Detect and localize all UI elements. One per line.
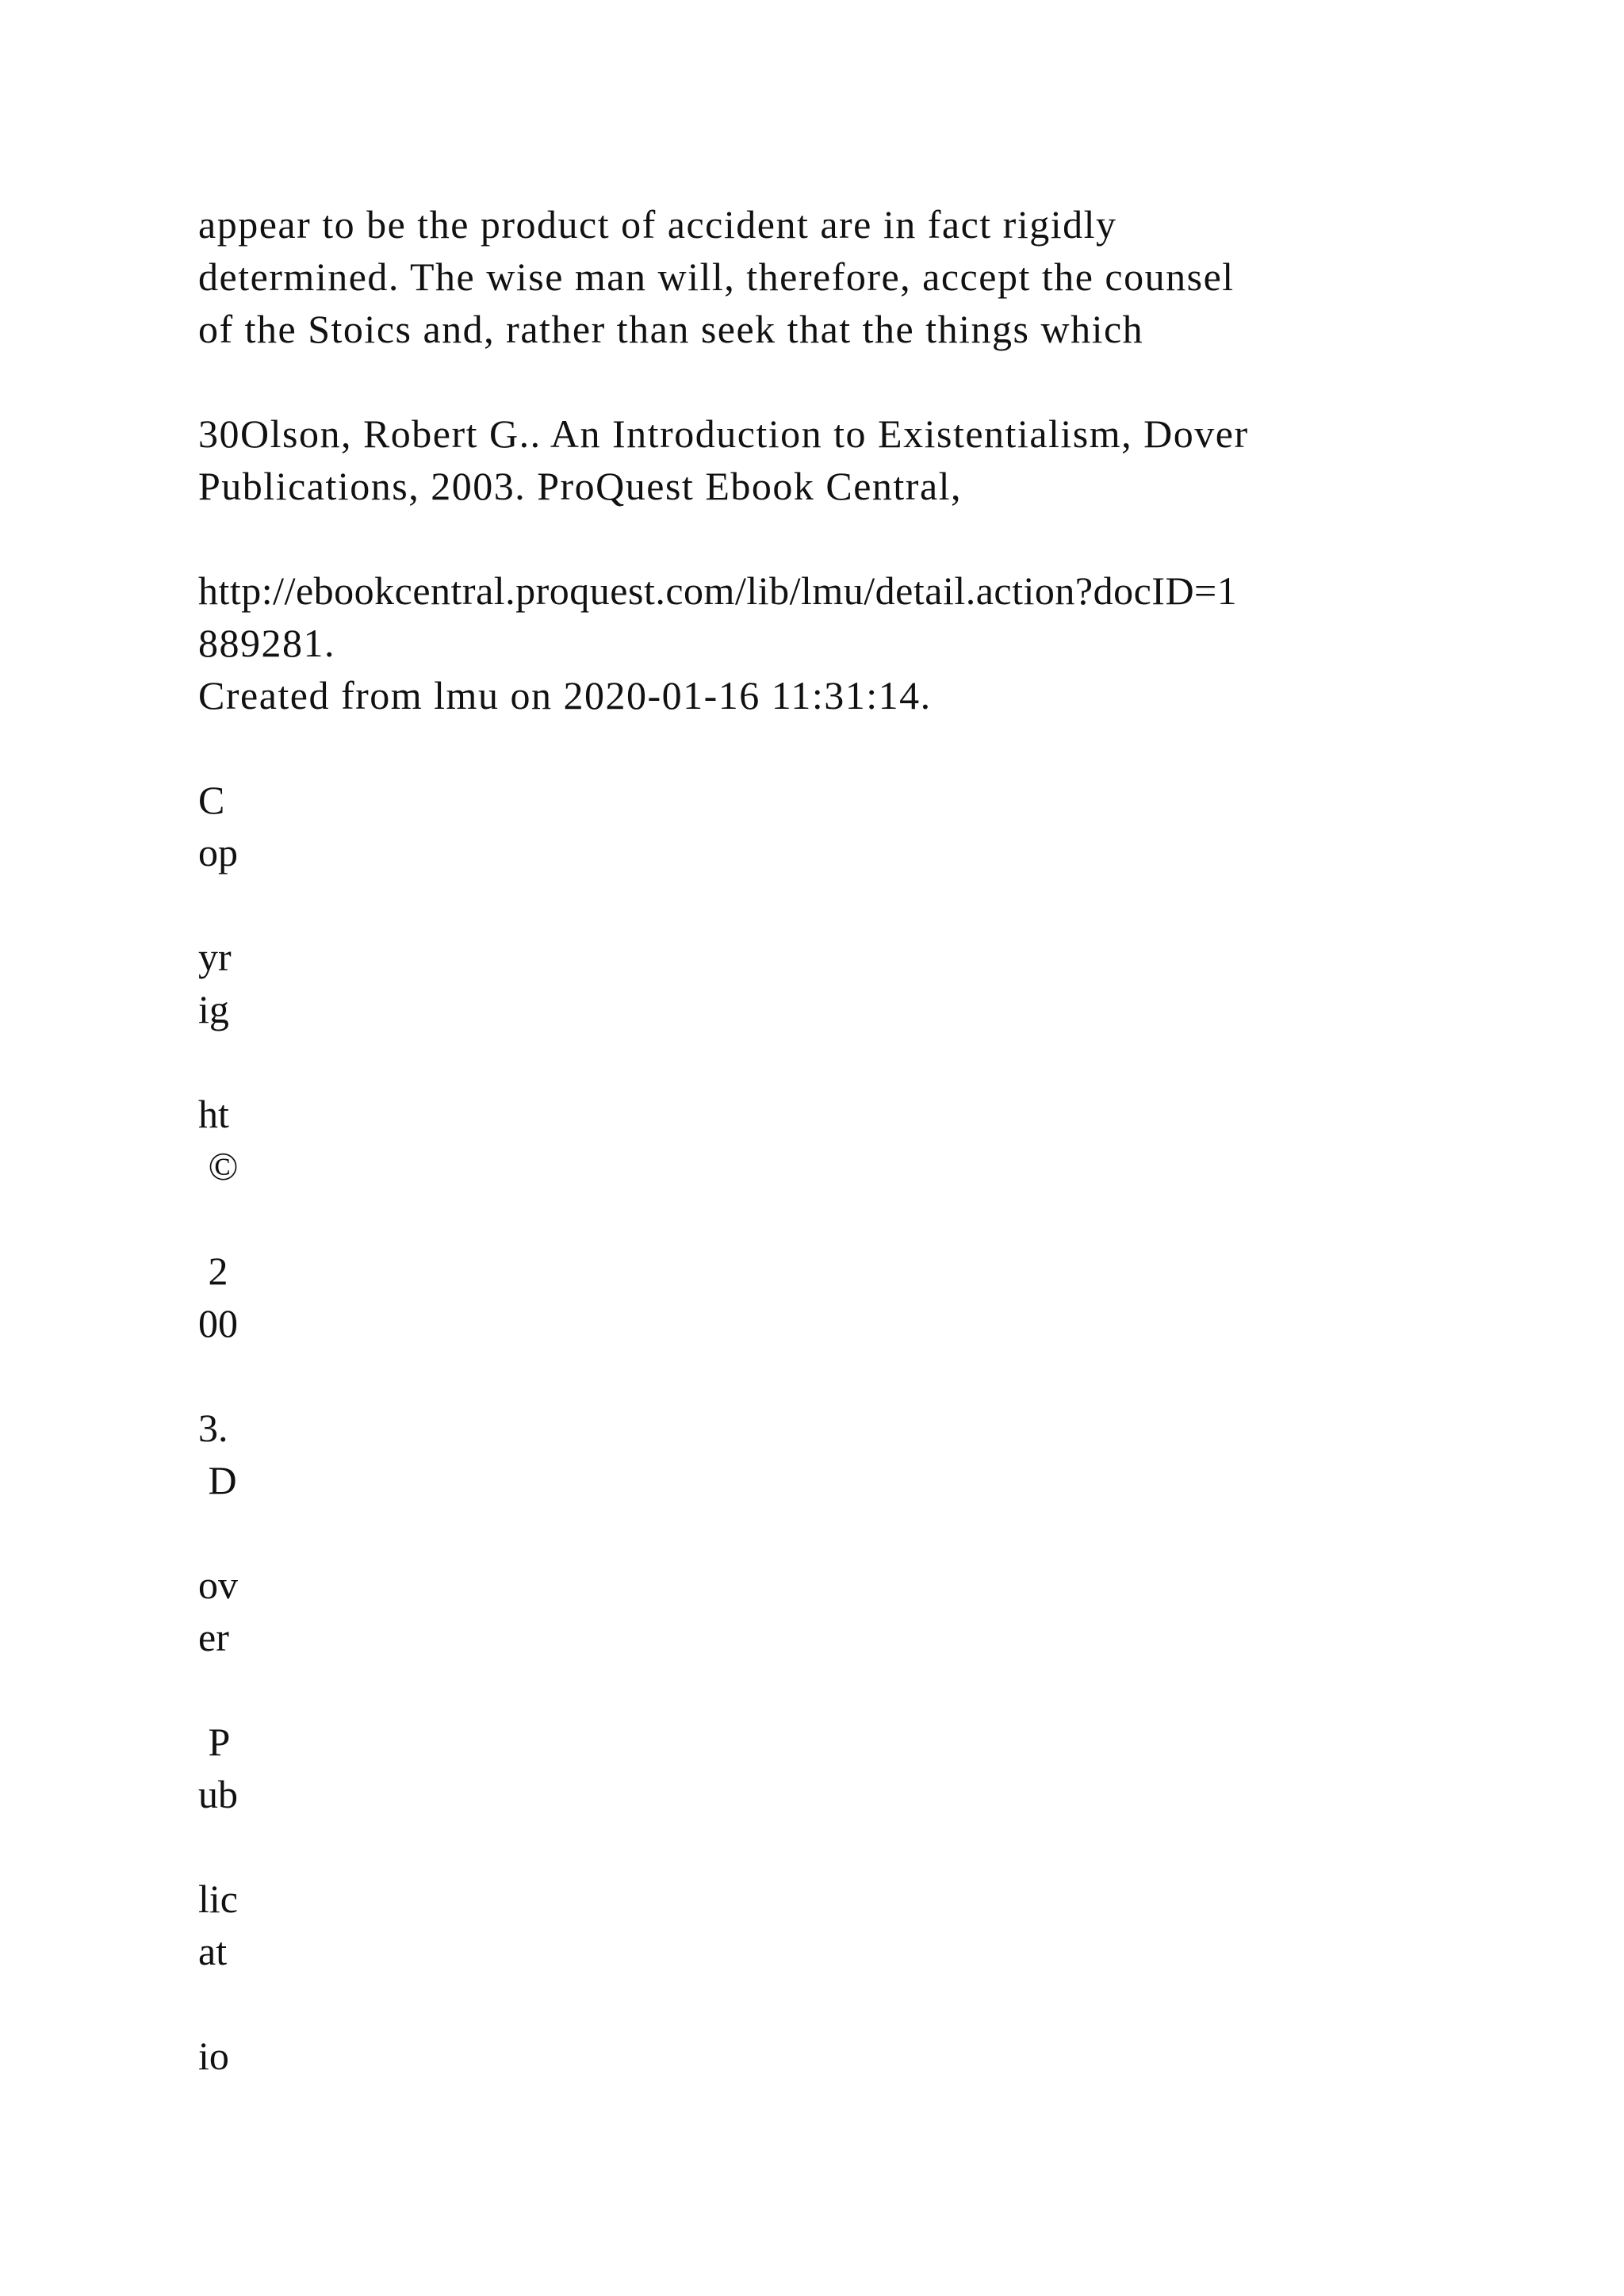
watermark-fragment: ht — [198, 1092, 229, 1136]
paragraph-line-1: appear to be the product of accident are in fact rigidly — [198, 202, 1117, 247]
watermark-fragment: © — [198, 1144, 239, 1188]
citation-url-line-1: http://ebookcentral.proquest.com/lib/lmu/detail.action?docID=1 — [198, 568, 1238, 613]
watermark-fragment: io — [198, 2034, 229, 2078]
citation-line-2: Publications, 2003. ProQuest Ebook Central, — [198, 464, 963, 508]
watermark-fragment: er — [198, 1615, 229, 1659]
watermark-fragment: at — [198, 1929, 228, 1973]
watermark-fragment: D — [198, 1458, 237, 1502]
created-timestamp: Created from lmu on 2020-01-16 11:31:14. — [198, 673, 932, 718]
watermark-fragment: ig — [198, 987, 229, 1031]
watermark-fragment: P — [198, 1720, 231, 1764]
watermark-fragment: ov — [198, 1563, 238, 1607]
watermark-fragment: C — [198, 778, 225, 822]
citation-url-line-2: 889281. — [198, 621, 335, 665]
watermark-fragment: 2 — [198, 1249, 228, 1293]
watermark-fragment: ub — [198, 1772, 238, 1816]
paragraph-line-3: of the Stoics and, rather than seek that the things which — [198, 307, 1144, 351]
watermark-fragment: lic — [198, 1877, 238, 1921]
watermark-fragment: op — [198, 830, 238, 874]
citation-line-1: 30Olson, Robert G.. An Introduction to Existentialism, Dover — [198, 411, 1249, 456]
paragraph-line-2: determined. The wise man will, therefore, accept the counsel — [198, 254, 1235, 299]
watermark-fragment: 00 — [198, 1301, 238, 1345]
watermark-fragment: 3. — [198, 1406, 228, 1450]
watermark-fragment: yr — [198, 935, 232, 979]
